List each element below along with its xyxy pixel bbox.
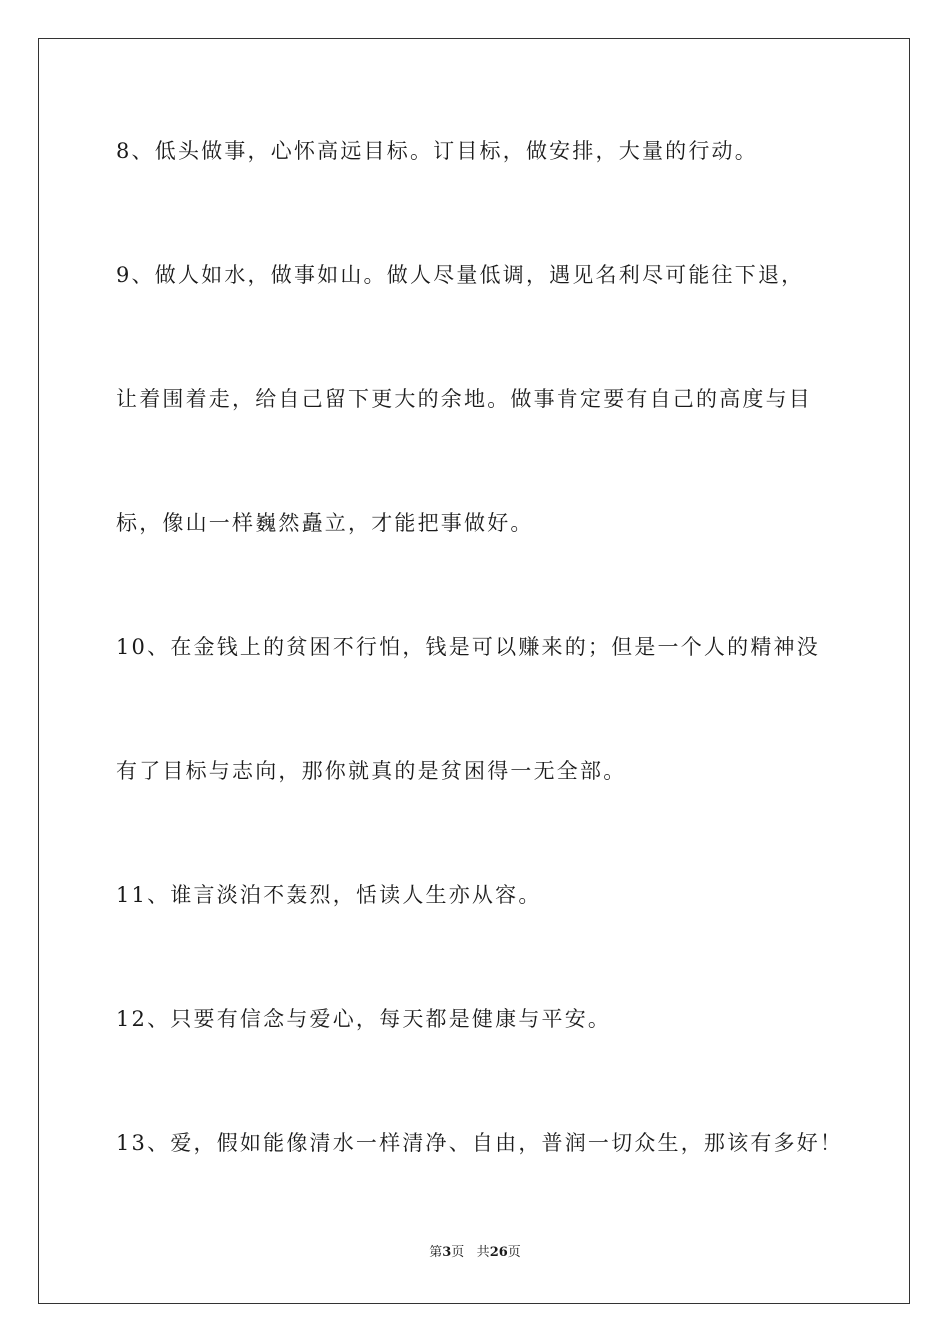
page-border: [38, 38, 910, 1304]
text-line-1: 8、低头做事，心怀高远目标。订目标，做安排，大量的行动。: [116, 139, 758, 163]
text-line-4: 标，像山一样巍然矗立，才能把事做好。: [116, 511, 534, 535]
footer-total-suffix: 页: [507, 1245, 521, 1260]
footer-page-number: 3: [442, 1245, 452, 1260]
text-line-9: 13、爱，假如能像清水一样清净、自由，普润一切众生，那该有多好！: [116, 1131, 844, 1155]
page-footer: [0, 1244, 950, 1262]
text-line-8: 12、只要有信念与爱心，每天都是健康与平安。: [116, 1007, 612, 1031]
footer-total-pages: 26: [489, 1245, 508, 1260]
text-line-7: 11、谁言淡泊不轰烈，恬读人生亦从容。: [116, 883, 542, 907]
footer-page-suffix: 页: [451, 1245, 465, 1260]
footer-page-prefix: 第: [429, 1245, 443, 1260]
text-line-5: 10、在金钱上的贫困不行怕，钱是可以赚来的；但是一个人的精神没: [116, 635, 820, 659]
text-line-3: 让着围着走，给自己留下更大的余地。做事肯定要有自己的高度与目: [116, 387, 812, 411]
text-line-2: 9、做人如水，做事如山。做人尽量低调，遇见名利尽可能往下退，: [116, 263, 805, 287]
footer-total-prefix: 共: [476, 1245, 490, 1260]
text-line-6: 有了目标与志向，那你就真的是贫困得一无全部。: [116, 759, 627, 783]
